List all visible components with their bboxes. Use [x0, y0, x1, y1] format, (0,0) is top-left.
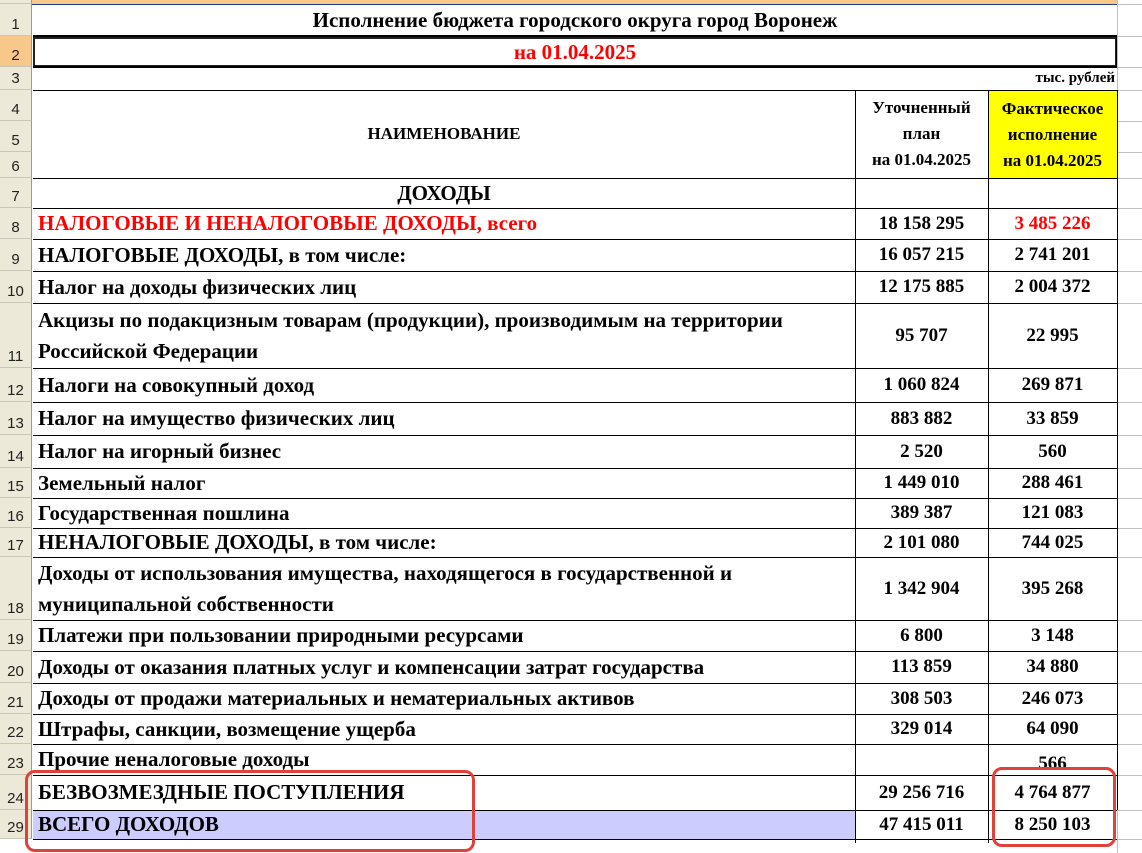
row-name[interactable]: НАЛОГОВЫЕ И НЕНАЛОГОВЫЕ ДОХОДЫ, всего [38, 211, 538, 235]
gridline [1117, 271, 1142, 272]
plan-value[interactable]: 29 256 716 [878, 781, 965, 803]
row-header[interactable]: 5 [0, 121, 32, 152]
gridline [1117, 67, 1142, 68]
plan-value[interactable]: 16 057 215 [878, 244, 965, 265]
row-header[interactable]: 1 [0, 4, 32, 36]
border-line [33, 66, 1117, 68]
row-header[interactable]: 17 [0, 528, 32, 557]
annotation-box-left [25, 770, 475, 852]
row-header[interactable]: 10 [0, 271, 32, 303]
row-header[interactable]: 4 [0, 90, 32, 121]
row-name[interactable]: Платежи при пользовании природными ресурсами [38, 623, 524, 647]
row-header[interactable]: 15 [0, 468, 32, 498]
actual-value[interactable]: 4 764 877 [1014, 781, 1091, 803]
row-name[interactable]: НАЛОГОВЫЕ ДОХОДЫ, в том числе: [38, 242, 407, 267]
actual-value[interactable]: 121 083 [1021, 502, 1084, 523]
annotation-box-right [992, 767, 1116, 847]
row-header[interactable]: 16 [0, 498, 32, 528]
border-line [33, 714, 1117, 715]
actual-value[interactable]: 269 871 [1021, 374, 1084, 395]
row-name[interactable]: Налоги на совокупный доход [38, 372, 315, 397]
actual-value[interactable]: 33 859 [1026, 407, 1079, 429]
actual-value[interactable]: 744 025 [1021, 531, 1084, 553]
row-name[interactable]: Штрафы, санкции, возмещение ущерба [38, 716, 416, 741]
gridline [1117, 90, 1142, 91]
row-header[interactable]: 23 [0, 744, 32, 775]
actual-value[interactable]: 246 073 [1021, 687, 1084, 709]
plan-value[interactable]: 1 449 010 [883, 472, 960, 493]
plan-value[interactable]: 1 342 904 [883, 577, 960, 599]
gridline [1117, 4, 1142, 5]
header-plan-line3: на 01.04.2025 [871, 150, 972, 169]
gridline [1117, 121, 1142, 122]
row-name[interactable]: Государственная пошлина [38, 500, 290, 525]
gridline [1117, 402, 1142, 403]
plan-value[interactable]: 12 175 885 [878, 276, 965, 297]
gridline [1117, 683, 1142, 684]
plan-value[interactable]: 6 800 [900, 624, 943, 646]
row-header[interactable]: 6 [0, 152, 32, 178]
row-name[interactable]: БЕЗВОЗМЕЗДНЫЕ ПОСТУПЛЕНИЯ [38, 780, 405, 804]
units-label: тыс. рублей [1035, 70, 1115, 86]
border-line [33, 435, 1117, 436]
border-line [33, 178, 1117, 179]
border-line [33, 528, 1117, 529]
actual-value[interactable]: 34 880 [1026, 656, 1079, 677]
gridline [1117, 468, 1142, 469]
plan-value[interactable]: 308 503 [890, 687, 953, 709]
row-name[interactable]: Доходы от оказания платных услуг и компенсации затрат государства [38, 654, 705, 679]
gridline [1117, 839, 1142, 840]
border-line [33, 271, 1117, 272]
border-line [33, 498, 1117, 499]
header-plan [855, 90, 988, 178]
plan-value[interactable]: 389 387 [890, 502, 953, 523]
header-actual [988, 91, 1117, 178]
actual-value[interactable]: 566 [1038, 753, 1067, 774]
select-all-corner[interactable] [0, 0, 32, 4]
row-name[interactable]: Налог на игорный бизнес [38, 439, 282, 463]
header-plan-line2: план [902, 124, 941, 143]
plan-value[interactable]: 2 520 [900, 440, 943, 462]
plan-value[interactable]: 113 859 [891, 656, 952, 677]
header-actual-line3: на 01.04.2025 [1002, 150, 1103, 170]
border-line [33, 368, 1117, 369]
sheet-title[interactable]: Исполнение бюджета городского округа город Воронеж [312, 7, 838, 32]
row-name[interactable]: НЕНАЛОГОВЫЕ ДОХОДЫ, в том числе: [38, 530, 437, 554]
row-header[interactable]: 8 [0, 208, 32, 239]
plan-value[interactable]: 329 014 [890, 718, 953, 739]
gridline [1117, 810, 1142, 811]
plan-value[interactable]: 47 415 011 [879, 813, 964, 835]
border-line [855, 90, 856, 843]
gridline [1117, 435, 1142, 436]
row-name[interactable]: ВСЕГО ДОХОДОВ [33, 810, 855, 839]
gridline [1117, 368, 1142, 369]
row-name[interactable]: Налог на имущество физических лиц [38, 406, 395, 430]
actual-value[interactable]: 2 004 372 [1014, 276, 1091, 297]
row-header[interactable]: 14 [0, 435, 32, 468]
plan-value[interactable]: 883 882 [890, 407, 953, 429]
actual-value[interactable]: 288 461 [1021, 472, 1084, 493]
gridline [1117, 620, 1142, 621]
actual-value[interactable]: 64 090 [1026, 718, 1079, 739]
header-name: НАИМЕНОВАНИЕ [367, 124, 521, 143]
actual-value[interactable]: 560 [1038, 440, 1067, 462]
actual-value[interactable]: 8 250 103 [1014, 813, 1091, 835]
border-line [33, 744, 1117, 745]
header-plan-line1: Уточненный [872, 98, 971, 117]
row-header[interactable]: 24 [0, 775, 32, 810]
border-line [1116, 36, 1117, 67]
border-line [33, 468, 1117, 469]
border-line [1117, 90, 1118, 810]
gridline [1117, 775, 1142, 776]
plan-value[interactable]: 18 158 295 [878, 212, 965, 234]
row-header[interactable]: 22 [0, 714, 32, 744]
row-name[interactable]: Доходы от продажи материальных и нематериальных активов [38, 686, 635, 710]
row-header[interactable]: 2 [0, 36, 32, 67]
row-header[interactable]: 13 [0, 402, 32, 435]
row-name[interactable]: Доходы от использования имущества, находящегося в государственной и муниципальной собственности [38, 560, 733, 616]
border-line [33, 557, 1117, 558]
row-header[interactable]: 3 [0, 67, 32, 90]
row-header[interactable]: 7 [0, 178, 32, 208]
row-name[interactable]: Прочие неналоговые доходы [38, 747, 310, 771]
gridline [1117, 239, 1142, 240]
actual-value[interactable]: 3 148 [1031, 624, 1074, 646]
border-line [33, 239, 1117, 240]
plan-value[interactable]: 95 707 [895, 324, 948, 346]
border-line [33, 620, 1117, 621]
gridline [1117, 744, 1142, 745]
actual-value[interactable]: 3 485 226 [1014, 212, 1091, 234]
date-line[interactable]: на 01.04.2025 [33, 37, 1117, 67]
gridline [1117, 557, 1142, 558]
gridline [1117, 303, 1142, 304]
border-line [33, 35, 1117, 37]
row-header[interactable]: 19 [0, 620, 32, 651]
gridline [1117, 498, 1142, 499]
header-actual-line1: Фактическое [1001, 98, 1104, 118]
border-line [988, 90, 989, 843]
row-header[interactable]: 12 [0, 368, 32, 402]
row-header[interactable]: 9 [0, 239, 32, 271]
border-line [33, 651, 1117, 652]
actual-value[interactable]: 2 741 201 [1014, 244, 1091, 265]
gridline [1117, 528, 1142, 529]
header-actual-line2: исполнение [1007, 124, 1098, 144]
plan-value[interactable]: 2 101 080 [883, 531, 960, 553]
gridline [1117, 152, 1142, 153]
border-line [33, 683, 1117, 684]
gridline [1117, 651, 1142, 652]
plan-value[interactable]: 1 060 824 [883, 374, 960, 395]
section-title: ДОХОДЫ [397, 180, 491, 205]
row-name[interactable]: Акцизы по подакцизным товарам (продукции), производимым на территории Российской Федерации [38, 307, 783, 363]
gridline [1117, 208, 1142, 209]
border-line [33, 208, 1117, 209]
gridline [1117, 36, 1142, 37]
row-header[interactable]: 11 [0, 303, 32, 368]
gridline [1117, 178, 1142, 179]
border-line [33, 303, 1117, 304]
actual-value[interactable]: 395 268 [1021, 577, 1084, 599]
actual-value[interactable]: 22 995 [1026, 324, 1079, 346]
border-line [33, 402, 1117, 403]
border-line [33, 90, 1117, 91]
row-name[interactable]: Земельный налог [38, 470, 206, 495]
row-name[interactable]: Налог на доходы физических лиц [38, 274, 357, 299]
row-header[interactable]: 18 [0, 557, 32, 620]
row-header[interactable]: 20 [0, 651, 32, 683]
row-header[interactable]: 21 [0, 683, 32, 714]
row-header[interactable]: 29 [0, 810, 32, 839]
gridline [1117, 714, 1142, 715]
plan-value[interactable] [855, 744, 988, 775]
